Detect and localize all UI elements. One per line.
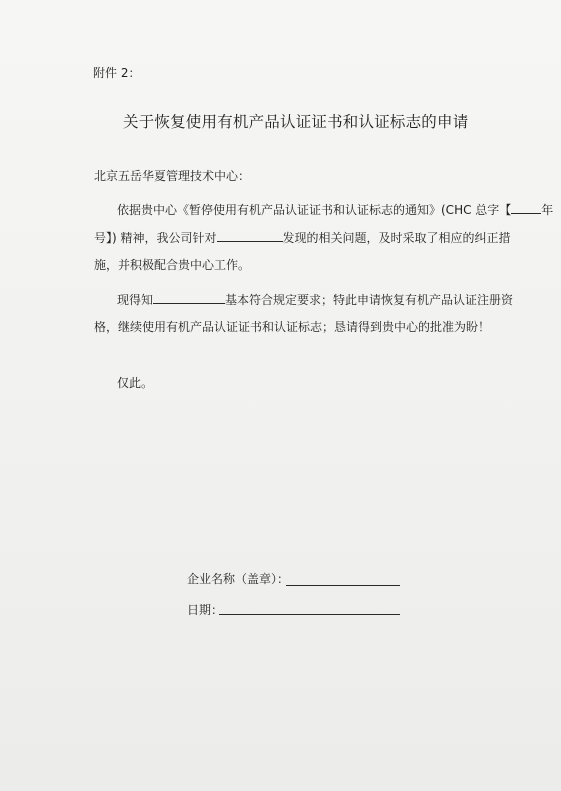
- paragraph-2-line-1: [117, 292, 513, 307]
- p1-line1-text: 依据贵中心《暂停使用有机产品认证证书和认证标志的通知》(CHC 总字【: [117, 203, 512, 217]
- attachment-label: 附件 2：: [93, 66, 141, 80]
- time-blank: [153, 292, 225, 304]
- year-blank: [511, 202, 541, 214]
- company-name-label: 企业名称（盖章）：: [187, 572, 290, 586]
- p2-line1-rest: 基本符合规定要求；特此申请恢复有机产品认证注册资: [225, 293, 514, 307]
- paragraph-1-line-3: 施，并积极配合贵中心工作。: [94, 258, 251, 272]
- paragraph-1-line-2: [94, 230, 511, 245]
- date-field[interactable]: [219, 614, 400, 615]
- date-label: 日期：: [187, 603, 224, 617]
- p2-line1-text: 现得知: [117, 293, 154, 307]
- company-name-field[interactable]: [286, 585, 400, 586]
- paragraph-1-line-1: [117, 202, 553, 217]
- issue-blank: [217, 230, 283, 242]
- addressee: 北京五岳华夏管理技术中心：: [94, 169, 251, 183]
- p1-line2-text: 号】) 精神，我公司针对: [94, 231, 217, 245]
- paragraph-2-line-2: 格，继续使用有机产品认证证书和认证标志；恳请得到贵中心的批准为盼！: [94, 320, 491, 334]
- document-title: 关于恢复使用有机产品认证证书和认证标志的申请: [123, 113, 469, 131]
- p1-line1-year: 年: [541, 203, 554, 217]
- closing: 仅此。: [117, 376, 154, 390]
- p1-line2-rest: 发现的相关问题，及时采取了相应的纠正措: [282, 231, 511, 245]
